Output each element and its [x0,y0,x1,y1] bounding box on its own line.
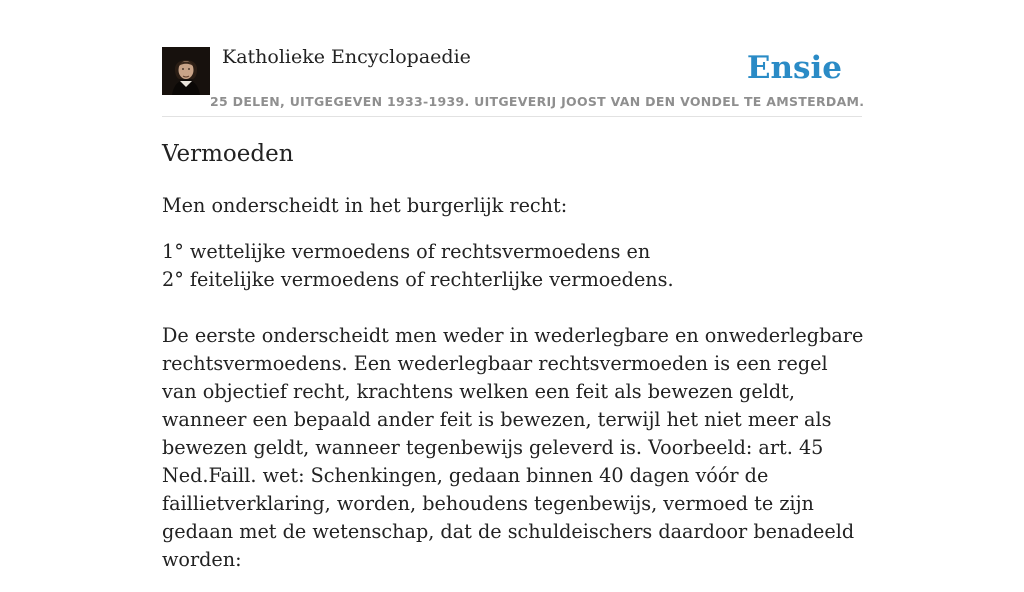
source-title-link[interactable]: Katholieke Encyclopaedie [222,46,471,68]
article-paragraph: 1° wettelijke vermoedens of rechtsvermoedens en 2° feitelijke vermoedens of rechterlijke vermoedens. De eerste onderscheidt men weder in wederlegbare en onwederlegbare rechtsvermoedens. Een wederlegbaar rechtsvermoeden is een regel van objectief recht, krachtens welken een feit als bewezen geldt, wanneer een bepaald ander feit is bewezen, terwijl het niet meer als bewezen geldt, wanneer tegenbewijs geleverd is. Voorbeeld: art. 45 Ned.Faill. wet: Schenkingen, gedaan binnen 40 dagen vóór de faillietverklaring, worden, behoudens tegenbewijs, vermoed te zijn gedaan met de wetenschap, dat de schuldeischers daardoor benadeeld worden: [162,240,864,571]
avatar[interactable] [162,47,210,95]
article-title: Vermoeden [162,141,294,167]
brand-logo-link[interactable]: Ensie [746,50,842,86]
source-meta: 25 DELEN, UITGEGEVEN 1933-1939. UITGEVERIJ JOOST VAN DEN VONDEL TE AMSTERDAM. [210,94,865,109]
article-paragraph: Men onderscheidt in het burgerlijk recht: [162,194,568,217]
article [162,138,867,592]
source-header [162,44,865,117]
author-portrait-icon [162,47,210,95]
